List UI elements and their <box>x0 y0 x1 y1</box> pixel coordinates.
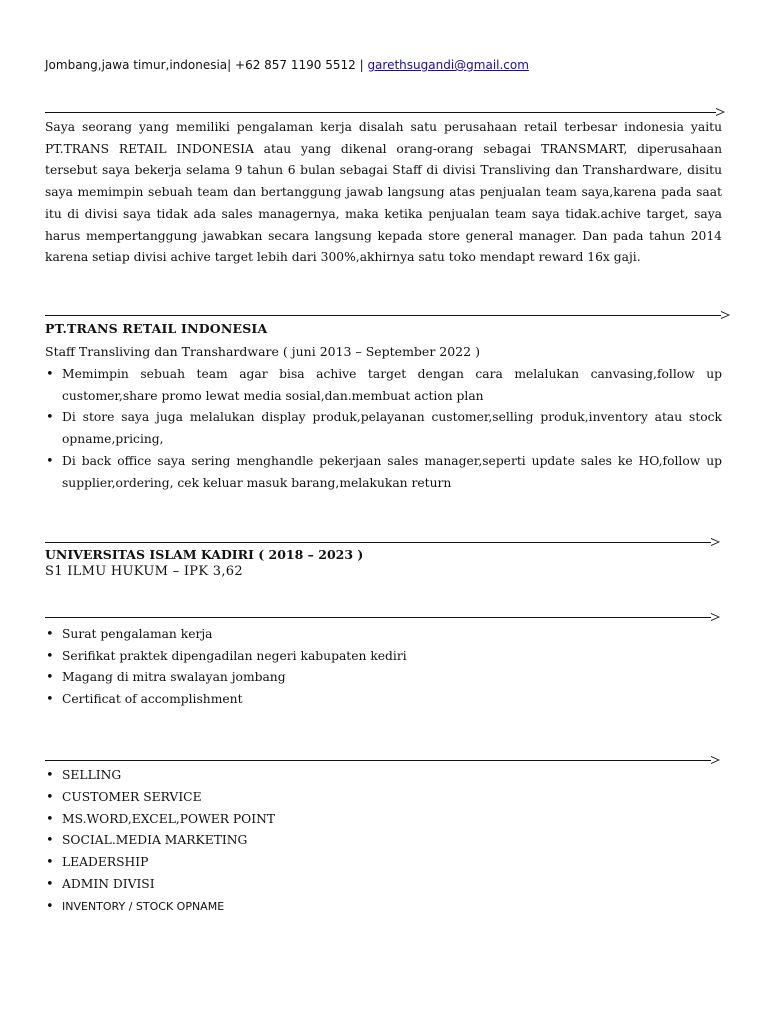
email-link[interactable]: garethsugandi@gmail.com <box>367 58 529 72</box>
education-title: UNIVERSITAS ISLAM KADIRI ( 2018 – 2023 ) <box>45 547 364 562</box>
list-item: • Memimpin sebuah team agar bisa achive target dengan cara melalukan canvasing,follow up customer,share promo lewat media sosial,dan.membuat action plan <box>45 364 722 407</box>
list-item: • Di store saya juga melalukan display produk,pelayanan customer,selling produk,inventory atau stock opname,pricing, <box>45 407 722 450</box>
company-name: PT.TRANS RETAIL INDONESIA <box>45 321 268 336</box>
certificate-list <box>45 624 407 711</box>
list-item: • SELLING <box>45 765 275 787</box>
contact-line <box>45 57 529 73</box>
list-item: • Certificat of accomplishment <box>45 689 407 711</box>
list-item: • Magang di mitra swalayan jombang <box>45 667 407 689</box>
divider-arrow <box>45 760 718 761</box>
divider-arrow <box>45 315 728 316</box>
skills-list <box>45 765 275 918</box>
summary-paragraph: Saya seorang yang memiliki pengalaman kerja disalah satu perusahaan retail terbesar indonesia yaitu PT.TRANS RETAIL INDONESIA atau yang dikenal orang-orang sebagai TRANSMART, diperusahaan tersebut saya bekerja selama 9 tahun 6 bulan sebagai Staff di divisi Transliving dan Transhardware, disitu saya memimpin sebuah team dan bertanggung jawab langsung atas penjualan team saya,karena pada saat itu di divisi saya tidak ada sales managernya, maka ketika penjualan team saya tidak.achive target, saya harus mempertanggung jawabkan secara langsung kepada store general manager. Dan pada tahun 2014 karena setiap divisi achive target lebih dari 300%,akhirnya satu toko mendapt reward 16x gaji. <box>45 120 722 265</box>
contact-location-phone: Jombang,jawa timur,indonesia| +62 857 1190 5512 | <box>45 58 368 72</box>
list-item: • LEADERSHIP <box>45 852 275 874</box>
divider-arrow <box>45 542 718 543</box>
education-degree: S1 ILMU HUKUM – IPK 3,62 <box>45 564 243 579</box>
list-item: • Serifikat praktek dipengadilan negeri kabupaten kediri <box>45 646 407 668</box>
list-item: • Surat pengalaman kerja <box>45 624 407 646</box>
list-item: • SOCIAL.MEDIA MARKETING <box>45 830 275 852</box>
experience-list <box>45 364 722 494</box>
job-role: Staff Transliving dan Transhardware ( juni 2013 – September 2022 ) <box>45 344 480 359</box>
list-item: • Di back office saya sering menghandle pekerjaan sales manager,seperti update sales ke HO,follow up supplier,ordering, cek keluar masuk barang,melakukan return <box>45 451 722 494</box>
divider-arrow <box>45 617 718 618</box>
divider-arrow <box>45 112 723 113</box>
list-item: • ADMIN DIVISI <box>45 874 275 896</box>
list-item: • CUSTOMER SERVICE <box>45 787 275 809</box>
list-item: • INVENTORY / STOCK OPNAME <box>45 896 275 918</box>
list-item: • MS.WORD,EXCEL,POWER POINT <box>45 809 275 831</box>
